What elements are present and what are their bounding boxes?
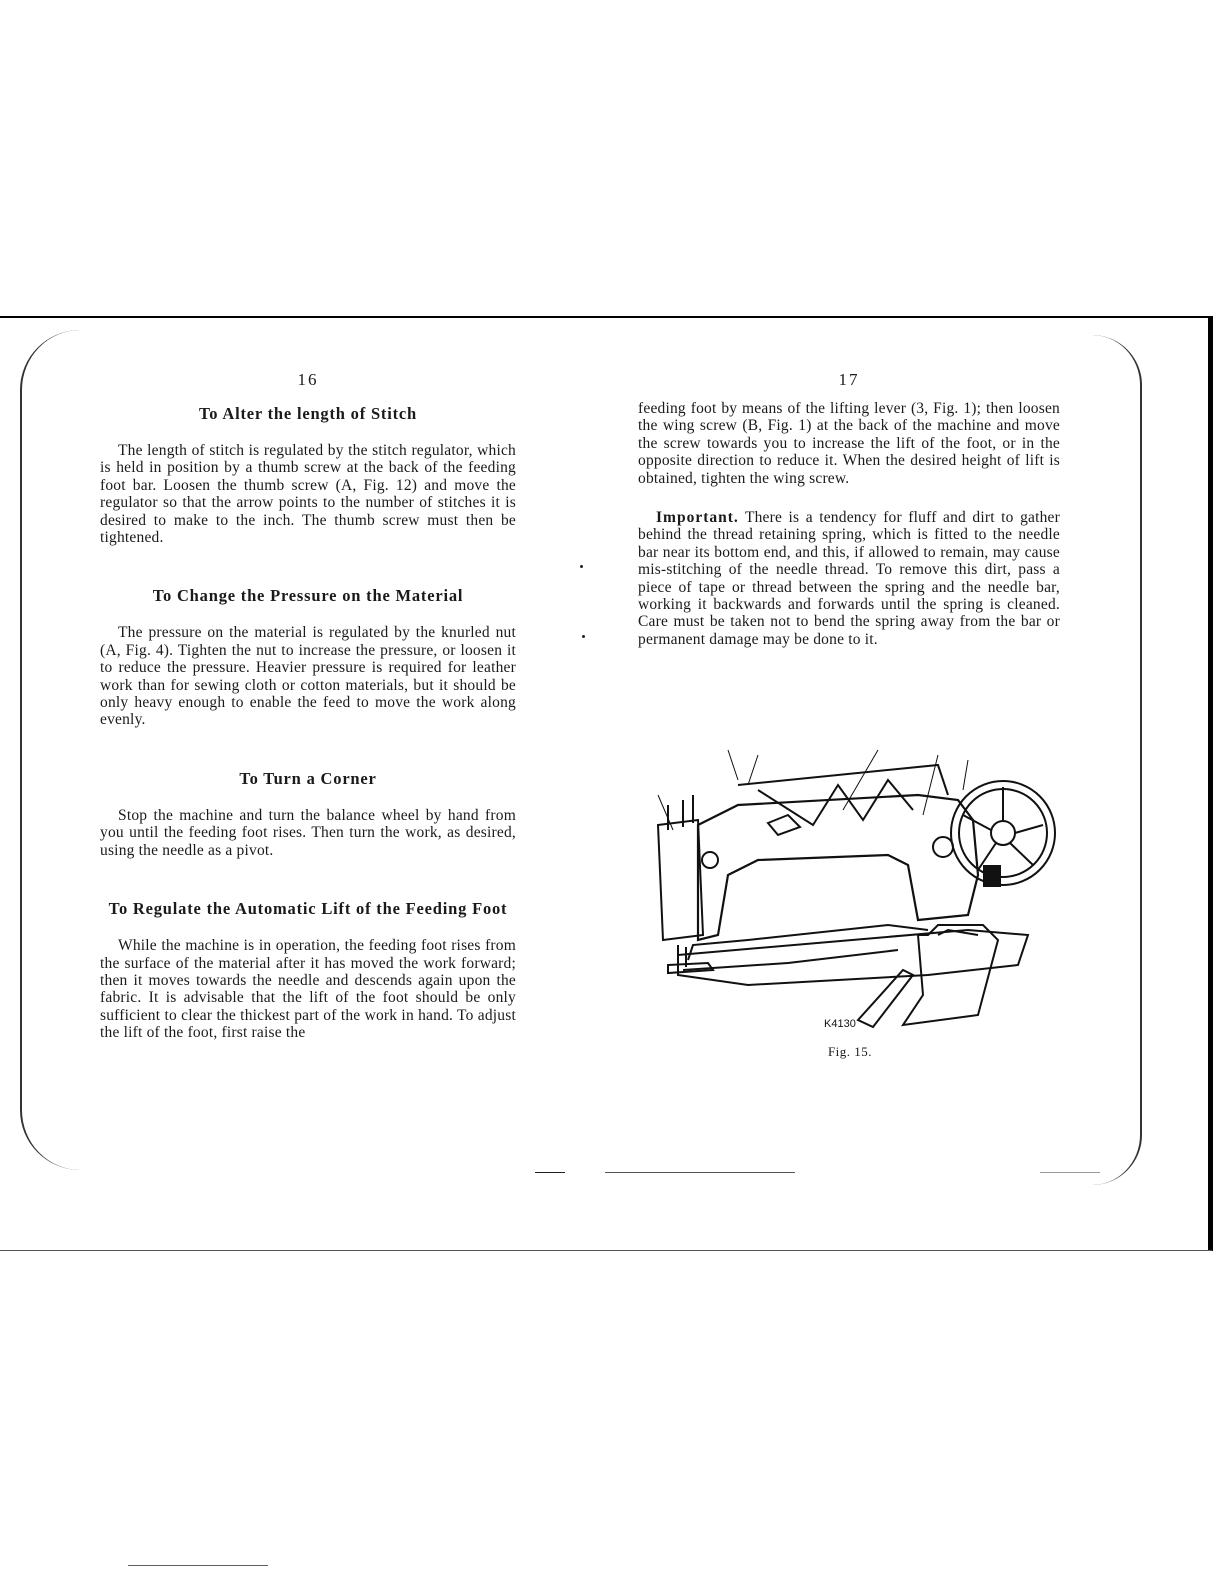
stray-mark xyxy=(580,565,583,568)
section-paragraph: Stop the machine and turn the balance wheel by hand from you until the feeding foot rises. Then turn the work, as desired, using the needle as a pivot. xyxy=(100,806,516,859)
page-curl-right xyxy=(1090,335,1142,1185)
scan-dash xyxy=(1040,1172,1100,1173)
sewing-machine-illustration xyxy=(638,735,1060,1035)
section-paragraph: While the machine is in operation, the feeding foot rises from the surface of the material after it has moved the work forward; then it moves towards the needle and descends again upon the fabric. It is advisable that the lift of the foot should be only sufficient to clear the thickest part of the work in hand. To adjust the lift of the foot, first raise the xyxy=(100,937,516,1042)
scan-dash xyxy=(535,1172,565,1173)
left-page xyxy=(100,370,516,1042)
scan-border-right xyxy=(1208,316,1213,1251)
section-paragraph: The length of stitch is regulated by the stitch regulator, which is held in position by a thumb screw at the back of the feeding foot bar. Loosen the thumb screw (A, Fig. 12) and move the regulator so that the arrow points to the number of stitches it is desired to make to the inch. The thumb screw must then be tightened. xyxy=(100,442,516,547)
section-paragraph: The pressure on the material is regulated by the knurled nut (A, Fig. 4). Tighten the nut to increase the pressure, or loosen it to reduce the pressure. Heavier pressure is required for leather work than for sewing cloth or cotton materials, but it should be only heavy enough to enable the feed to move the work along evenly. xyxy=(100,624,516,729)
important-text: There is a tendency for fluff and dirt to gather behind the thread retaining spring, which is fitted to the needle bar near its bottom end, and this, if allowed to remain, may cause mis-stitching of the needle thread. To remove this dirt, pass a piece of tape or thread between the spring and the needle bar, working it backwards and forwards until the spring is cleaned. Care must be taken not to bend the spring away from the bar or permanent damage may be done to it. xyxy=(638,509,1060,648)
page-number: 16 xyxy=(297,370,319,389)
continuation-paragraph: feeding foot by means of the lifting lever (3, Fig. 1); then loosen the wing screw (B, Fig. 1) at the back of the machine and move the screw towards you to increase the lift of the foot, or in the opposite direction to reduce it. When the desired height of lift is obtained, tighten the wing screw. xyxy=(638,400,1060,487)
underline-mark xyxy=(128,1565,268,1566)
important-lead: Important. xyxy=(656,509,739,527)
plate-label: K4130 xyxy=(824,1018,856,1030)
stray-mark xyxy=(582,635,585,638)
right-page xyxy=(638,370,1060,648)
scan-dash xyxy=(605,1172,795,1173)
scan-border-top xyxy=(0,316,1212,318)
page-number: 17 xyxy=(838,370,860,389)
section-heading: To Regulate the Automatic Lift of the Feeding Foot xyxy=(108,899,508,919)
page-curl-left xyxy=(20,330,82,1170)
section-heading: To Turn a Corner xyxy=(239,768,377,788)
section-heading: To Change the Pressure on the Material xyxy=(152,586,464,606)
section-heading: To Alter the length of Stitch xyxy=(199,404,417,423)
important-paragraph xyxy=(638,509,1060,648)
scan-border-bottom xyxy=(0,1250,1212,1251)
figure-caption: Fig. 15. xyxy=(827,1044,873,1059)
